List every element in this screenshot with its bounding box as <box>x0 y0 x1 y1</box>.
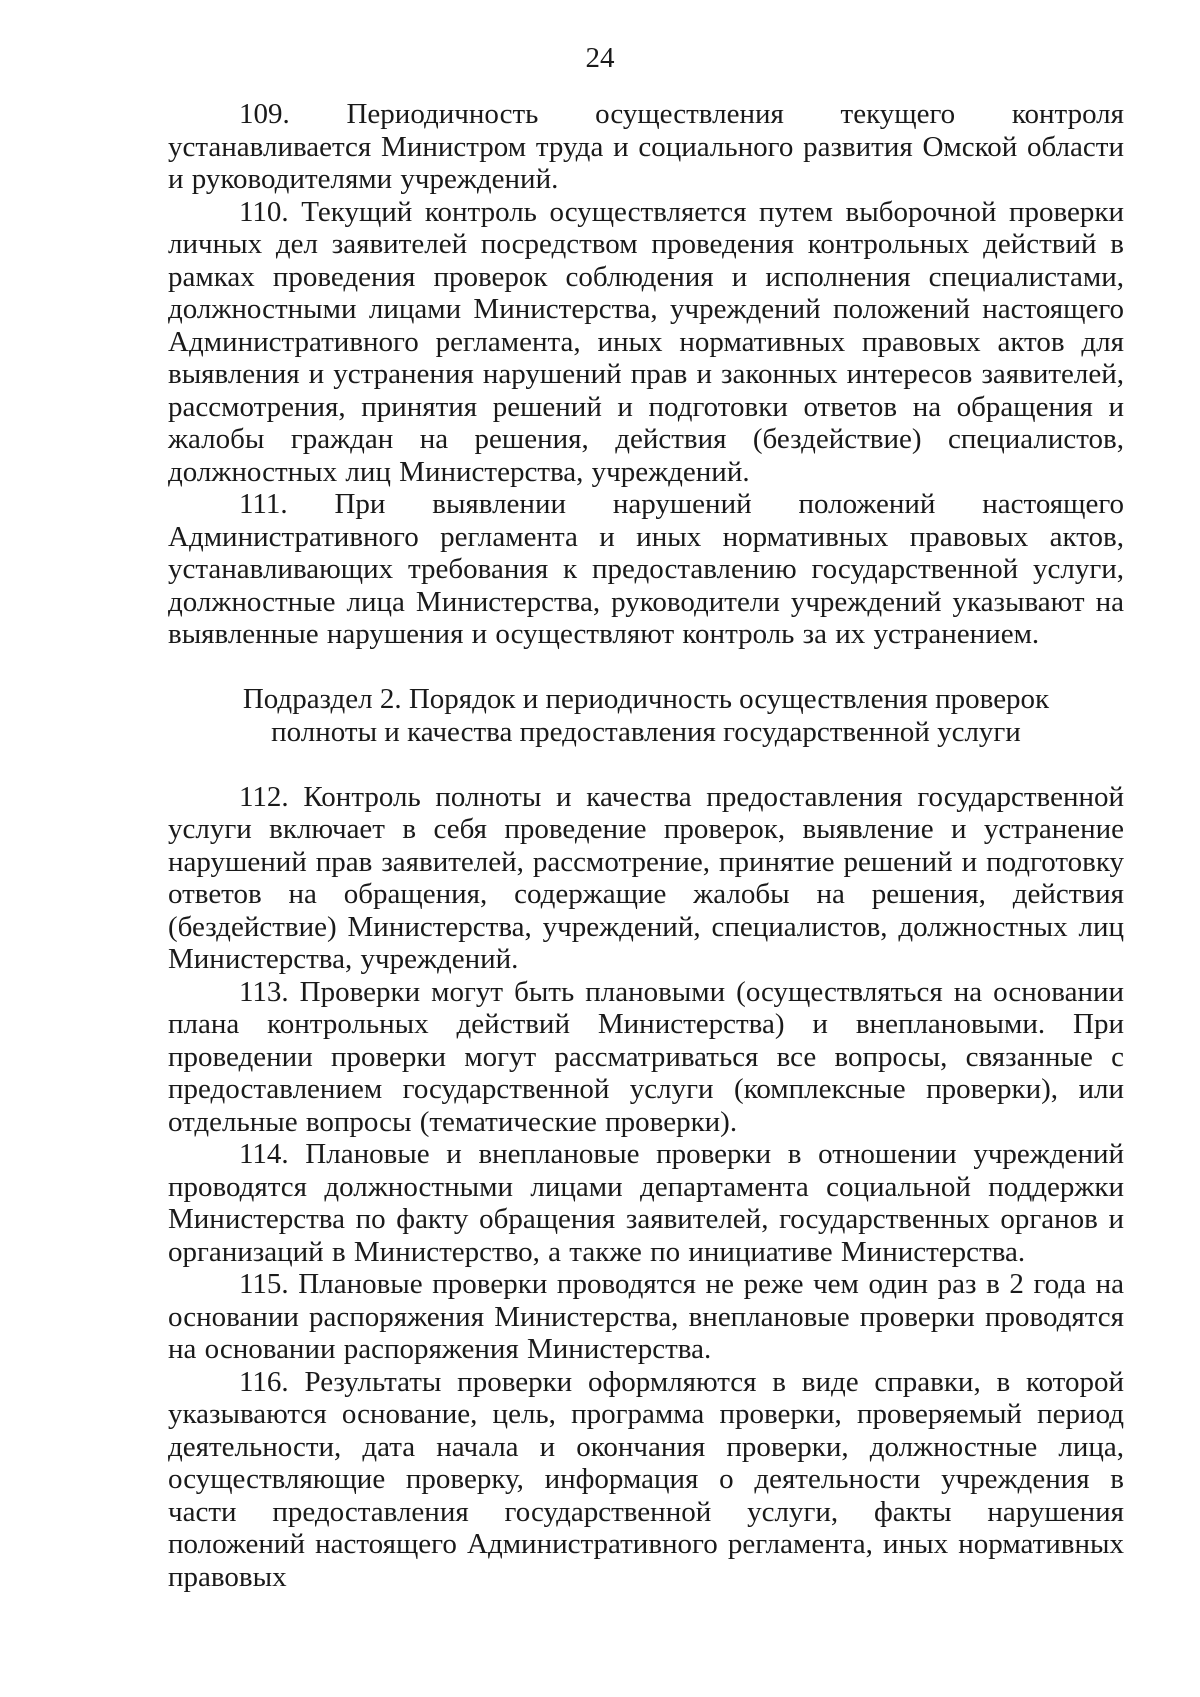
paragraph-110: 110. Текущий контроль осуществляется путем выборочной проверки личных дел заявителей посредством проведения контрольных действий в рамках проведения проверок соблюдения и исполнения специалистами, должностными лицами Министерства, учреждений положений настоящего Административного регламента, иных нормативных правовых актов для выявления и устранения нарушений прав и законных интересов заявителей, рассмотрения, принятия решений и подготовки ответов на обращения и жалобы граждан на решения, действия (бездействие) специалистов, должностных лиц Министерства, учреждений. <box>168 195 1124 488</box>
document-body <box>168 98 1124 1593</box>
paragraph-115: 115. Плановые проверки проводятся не реже чем один раз в 2 года на основании распоряжения Министерства, внеплановые проверки проводятся на основании распоряжения Министерства. <box>168 1268 1124 1365</box>
subsection-heading-line-1: Подраздел 2. Порядок и периодичность осуществления проверок <box>242 682 1050 715</box>
paragraph-114: 114. Плановые и внеплановые проверки в отношении учреждений проводятся должностными лицами департамента социальной поддержки Министерства по факту обращения заявителей, государственных органов и организаций в Министерство, а также по инициативе Министерства. <box>168 1138 1124 1268</box>
paragraph-109: 109. Периодичность осуществления текущего контроля устанавливается Министром труда и социального развития Омской области и руководителями учреждений. <box>168 98 1124 195</box>
paragraph-116: 116. Результаты проверки оформляются в виде справки, в которой указываются основание, цель, программа проверки, проверяемый период деятельности, дата начала и окончания проверки, должностные лица, осуществляющие проверку, информация о деятельности учреждения в части предоставления государственной услуги, факты нарушения положений настоящего Административного регламента, иных нормативных правовых <box>168 1365 1124 1593</box>
paragraph-111: 111. При выявлении нарушений положений настоящего Административного регламента и иных нормативных правовых актов, устанавливающих требования к предоставлению государственной услуги, должностные лица Министерства, руководители учреждений указывают на выявленные нарушения и осуществляют контроль за их устранением. <box>168 488 1124 650</box>
subsection-heading-line-2: полноты и качества предоставления государственной услуги <box>271 715 1021 748</box>
page-number: 24 <box>585 42 615 74</box>
paragraph-112: 112. Контроль полноты и качества предоставления государственной услуги включает в себя проведение проверок, выявление и устранение нарушений прав заявителей, рассмотрение, принятие решений и подготовку ответов на обращения, содержащие жалобы на решения, действия (бездействие) Министерства, учреждений, специалистов, должностных лиц Министерства, учреждений. <box>168 780 1124 975</box>
paragraph-113: 113. Проверки могут быть плановыми (осуществляться на основании плана контрольных действий Министерства) и внеплановыми. При проведении проверки могут рассматриваться все вопросы, связанные с предоставлением государственной услуги (комплексные проверки), или отдельные вопросы (тематические проверки). <box>168 975 1124 1138</box>
subsection-heading <box>168 683 1124 749</box>
